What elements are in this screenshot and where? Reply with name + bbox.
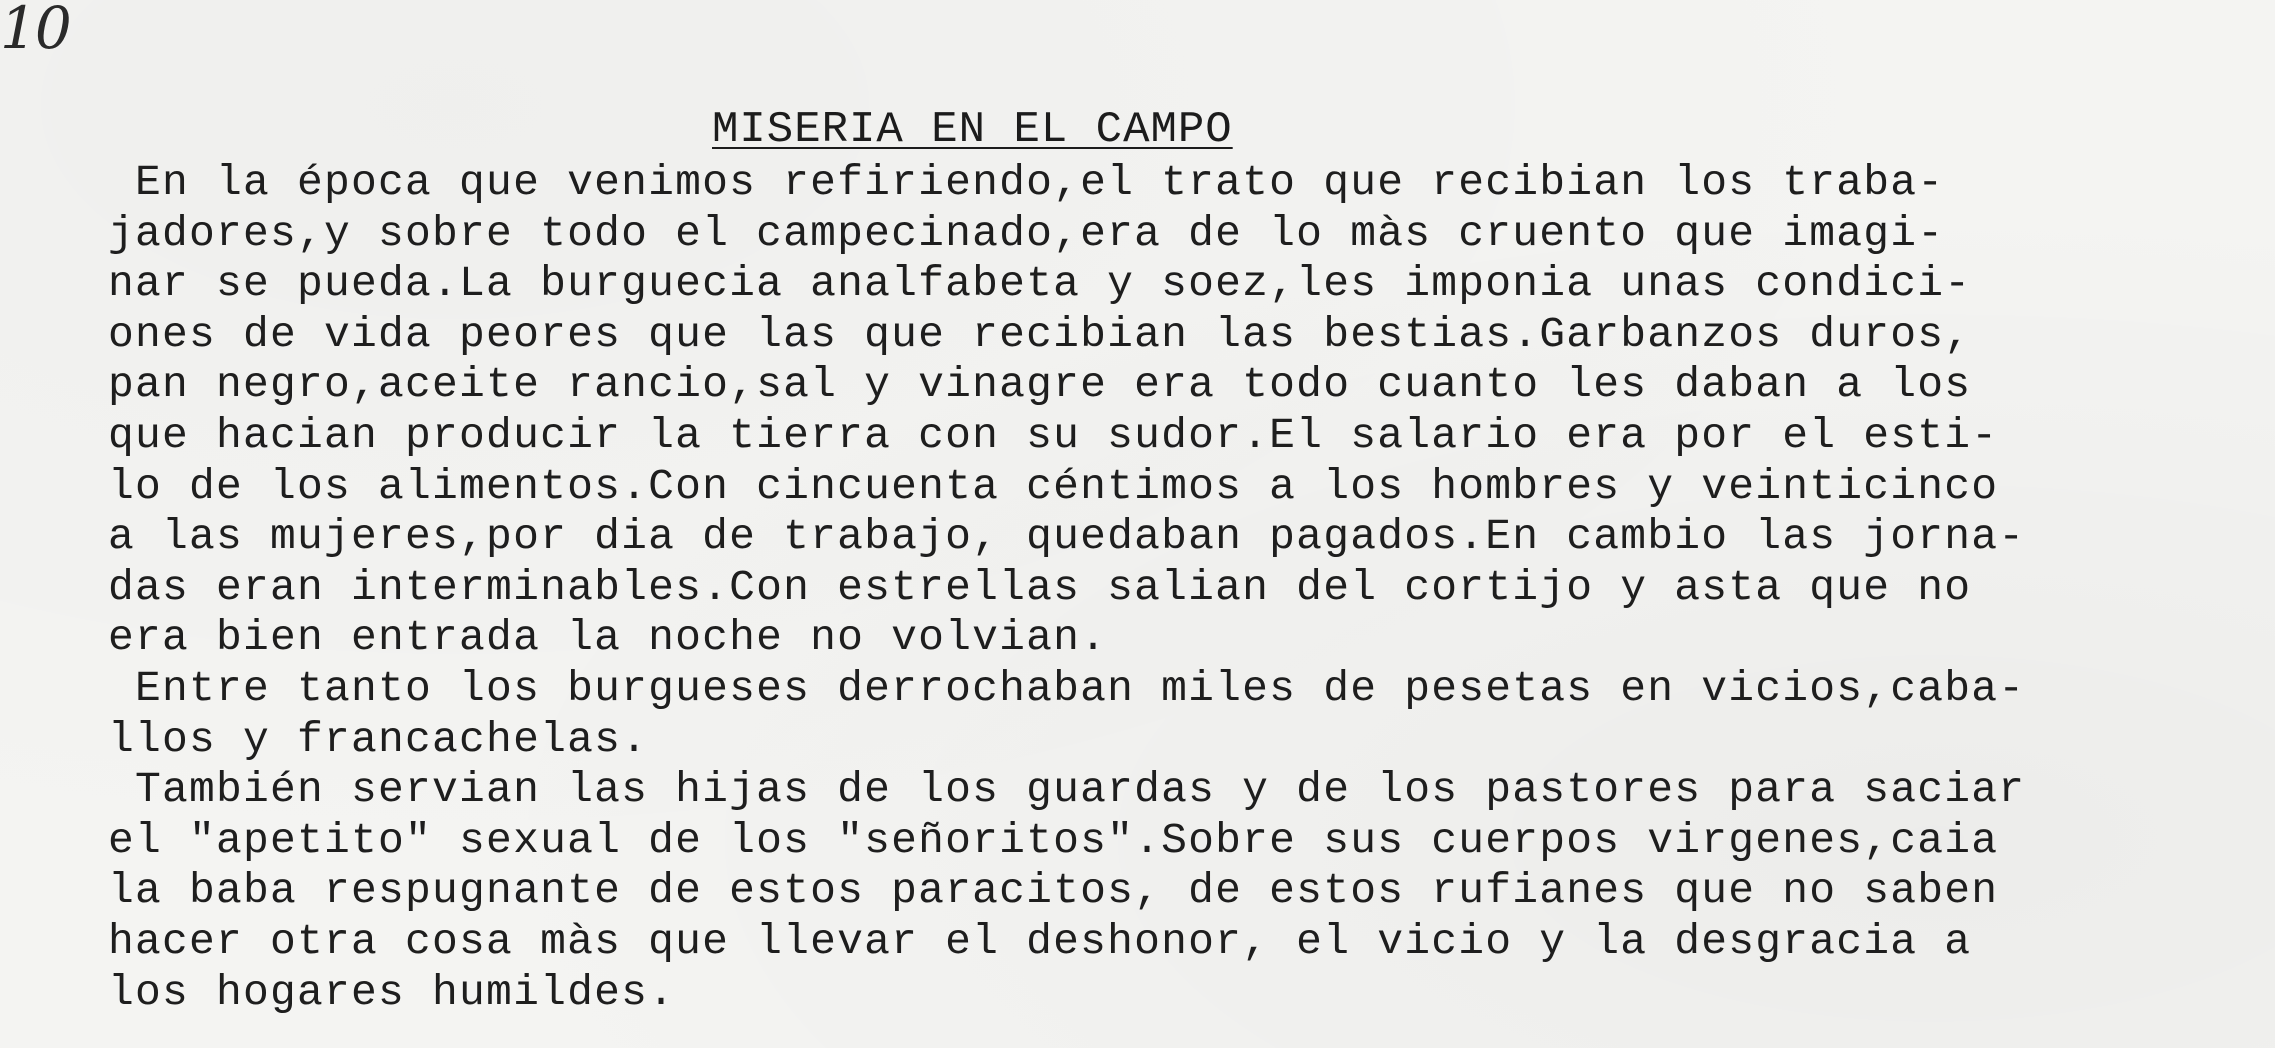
- text-line: la baba respugnante de estos paracitos, de estos rufianes que no saben: [108, 866, 1999, 916]
- text-line: el "apetito" sexual de los "señoritos".Sobre sus cuerpos virgenes,caia: [108, 815, 1999, 865]
- text-line: También servian las hijas de los guardas y de los pastores para saciar: [108, 765, 2026, 815]
- document-title: MISERIA EN EL CAMPO: [712, 105, 1233, 155]
- text-line: nar se pueda.La burguecia analfabeta y soez,les imponia unas condici-: [108, 259, 1972, 309]
- text-line: a las mujeres,por dia de trabajo, quedaban pagados.En cambio las jorna-: [108, 512, 2026, 562]
- text-line: das eran interminables.Con estrellas salian del cortijo y asta que no: [108, 562, 1972, 612]
- document-body: [108, 158, 2258, 1018]
- text-line: lo de los alimentos.Con cincuenta céntimos a los hombres y veinticinco: [108, 461, 1999, 511]
- text-line: jadores,y sobre todo el campecinado,era de lo màs cruento que imagi-: [108, 208, 1945, 258]
- text-line: los hogares humildes.: [108, 967, 676, 1017]
- text-line: que hacian producir la tierra con su sudor.El salario era por el esti-: [108, 410, 1999, 460]
- text-line: llos y francachelas.: [108, 714, 649, 764]
- text-line: ones de vida peores que las que recibian las bestias.Garbanzos duros,: [108, 309, 1972, 359]
- text-line: Entre tanto los burgueses derrochaban miles de pesetas en vicios,caba-: [108, 663, 2026, 713]
- page-number: 10: [0, 0, 70, 62]
- text-line: pan negro,aceite rancio,sal y vinagre era todo cuanto les daban a los: [108, 360, 1972, 410]
- text-line: era bien entrada la noche no volvian.: [108, 613, 1108, 663]
- text-line: hacer otra cosa màs que llevar el deshonor, el vicio y la desgracia a: [108, 916, 1972, 966]
- text-line: En la época que venimos refiriendo,el trato que recibian los traba-: [108, 158, 1945, 207]
